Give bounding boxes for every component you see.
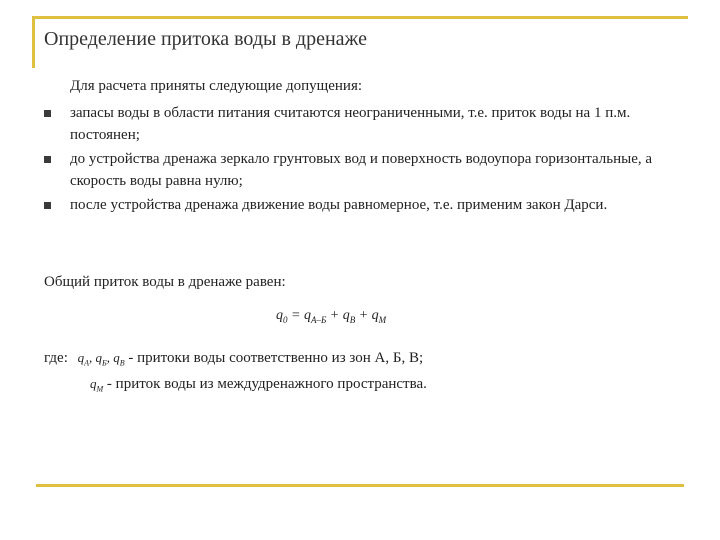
symbol-qm-sub: М — [96, 384, 104, 394]
frame-bottom-line — [36, 484, 684, 487]
assumptions-list — [44, 102, 684, 218]
formula-term-1: q — [303, 308, 311, 323]
where-label: где: — [44, 350, 68, 366]
frame-top-line — [32, 16, 688, 19]
formula-lhs-sub: 0 — [283, 314, 288, 325]
formula-plus-2: + — [355, 308, 372, 323]
zones-description: - притоки воды соответственно из зон А, Б, В; — [128, 350, 424, 366]
slide-title: Определение притока воды в дренаже — [44, 28, 367, 50]
symbol-qa-sub: А — [84, 358, 90, 368]
formula-lhs: q — [276, 308, 283, 323]
symbol-qb: q — [95, 350, 103, 365]
inflow-formula — [276, 308, 386, 325]
symbol-qv: q — [113, 350, 120, 365]
square-bullet-icon — [44, 110, 51, 117]
square-bullet-icon — [44, 202, 51, 209]
formula-eq: = — [287, 308, 304, 323]
qm-description: - приток воды из междудренажного пространства. — [106, 376, 427, 392]
formula-plus-1: + — [326, 308, 343, 323]
total-inflow-text: Общий приток воды в дренаже равен: — [44, 274, 286, 290]
symbol-qb-sub: Б — [102, 358, 107, 368]
symbol-separator: , — [89, 350, 96, 365]
assumptions-intro: Для расчета приняты следующие допущения: — [70, 78, 363, 94]
symbol-separator: , — [106, 350, 114, 365]
list-item — [44, 148, 684, 192]
list-item — [44, 102, 684, 146]
formula-term-2-sub: В — [349, 314, 356, 325]
square-bullet-icon — [44, 156, 51, 163]
symbol-qa: q — [77, 350, 85, 365]
list-item — [44, 194, 684, 216]
list-item-text: запасы воды в области питания считаются неограниченными, т.е. приток воды на 1 п.м. постоянен; — [70, 105, 631, 143]
list-item-text: до устройства дренажа зеркало грунтовых вод и поверхность водоупора горизонтальные, а скорость воды равна нулю; — [70, 151, 653, 189]
zone-symbols — [77, 350, 125, 368]
frame-left-line — [32, 16, 35, 68]
symbol-qm-base: q — [90, 376, 97, 391]
list-item-text: после устройства дренажа движение воды равномерное, т.е. применим закон Дарси. — [70, 197, 608, 213]
formula-term-2: q — [342, 308, 350, 323]
where-qm-line — [90, 376, 427, 394]
symbol-qm — [90, 376, 104, 394]
symbol-qv-sub: В — [119, 358, 125, 368]
formula-term-1-sub: А–Б — [310, 314, 327, 325]
where-zones-line — [44, 350, 423, 368]
formula-term-3: q — [371, 308, 379, 323]
formula-term-3-sub: М — [378, 314, 387, 325]
